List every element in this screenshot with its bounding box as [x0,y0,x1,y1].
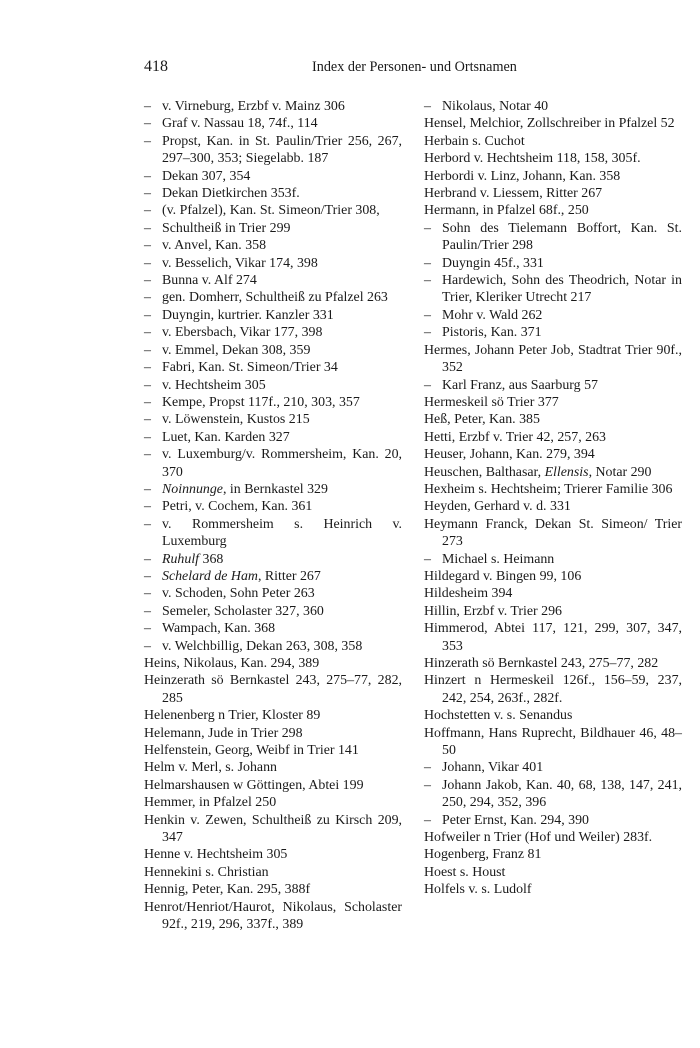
index-subentry [144,185,402,202]
index-subentry [144,377,402,394]
index-entry [424,115,682,132]
index-entry [424,446,682,463]
subentry-dash: – [144,342,151,358]
index-entry [424,133,682,150]
index-subentry [144,585,402,602]
entry-text: Hexheim s. Hechtsheim; Trierer Familie 306 [424,481,673,497]
entry-text: Henkin v. Zewen, Schultheiß zu Kirsch 209, 347 [144,812,402,846]
entry-text: Helemann, Jude in Trier 298 [144,725,303,741]
index-entry [424,568,682,585]
subentry-dash: – [424,551,431,567]
index-subentry [424,324,682,341]
entry-text: v. Schoden, Sohn Peter 263 [162,586,315,602]
page-number: 418 [144,58,168,75]
subentry-dash: – [144,203,151,219]
entry-text: Himmerod, Abtei 117, 121, 299, 307, 347, 353 [424,621,682,654]
index-subentry [144,394,402,411]
entry-text: Petri, v. Cochem, Kan. 361 [162,499,313,515]
subentry-dash: – [144,238,151,254]
entry-italic-term: Schelard de Ham [162,568,258,584]
index-subentry [144,115,402,132]
entry-text: Helenenberg n Trier, Kloster 89 [144,708,321,724]
entry-text: , Notar 290 [588,464,652,480]
entry-text: v. Rommersheim s. Heinrich v. Luxemburg [162,516,402,550]
index-subentry [144,255,402,272]
entry-text: Duyngin 45f., 331 [442,255,544,271]
index-subentry [144,168,402,185]
index-entry [424,829,682,846]
entry-text: Hardewich, Sohn des Theodrich, Notar in Trier, Kleriker Utrecht 217 [442,273,682,306]
entry-italic-term: Ellensis [544,464,589,480]
subentry-dash: – [144,551,151,567]
entry-text: Heuser, Johann, Kan. 279, 394 [424,447,595,463]
subentry-dash: – [144,412,151,428]
index-subentry [144,551,402,568]
index-entry [424,150,682,167]
entry-text: Nikolaus, Notar 40 [442,99,549,114]
index-entry [424,464,682,481]
index-entry [144,846,402,863]
index-entry [424,481,682,498]
entry-text: v. Welchbillig, Dekan 263, 308, 358 [162,638,363,654]
entry-text: Schultheiß in Trier 299 [162,220,291,236]
index-subentry [144,133,402,168]
entry-text: Hermann, in Pfalzel 68f., 250 [424,203,589,219]
index-subentry [144,411,402,428]
entry-text: , in Bernkastel 329 [222,481,328,497]
subentry-dash: – [144,499,151,515]
entry-text: v. Hechtsheim 305 [162,377,266,393]
index-subentry [144,446,402,481]
entry-text: Hermes, Johann Peter Job, Stadtrat Trier 90f., 352 [424,342,682,376]
entry-text: Heinzerath sö Bernkastel 243, 275–77, 282, 285 [144,673,402,706]
index-subentry [144,429,402,446]
index-subentry [144,498,402,515]
subentry-dash: – [144,99,151,114]
index-entry [424,585,682,602]
entry-text: Luet, Kan. Karden 327 [162,429,290,445]
entry-text: Hinzert n Hermeskeil 126f., 156–59, 237, 242, 254, 263f., 282f. [424,673,682,706]
entry-text: Hildesheim 394 [424,586,513,602]
index-subentry [424,777,682,812]
index-subentry [144,481,402,498]
entry-text: Helfenstein, Georg, Weibf in Trier 141 [144,743,359,759]
entry-text: Heymann Franck, Dekan St. Simeon/ Trier 273 [424,516,682,550]
index-entry [144,899,402,934]
index-subentry [144,638,402,655]
index-entry [424,846,682,863]
entry-text: Helmarshausen w Göttingen, Abtei 199 [144,777,364,793]
entry-text: v. Löwenstein, Kustos 215 [162,412,310,428]
entry-text: Hochstetten v. s. Senandus [424,708,573,724]
entry-text: Hemmer, in Pfalzel 250 [144,795,277,811]
subentry-dash: – [144,586,151,602]
entry-text: Pistoris, Kan. 371 [442,325,542,341]
index-entry [424,881,682,898]
index-subentry [144,307,402,324]
subentry-dash: – [144,290,151,306]
subentry-dash: – [144,377,151,393]
entry-text: 368 [199,551,224,567]
entry-text: Hogenberg, Franz 81 [424,847,542,863]
index-entry [144,707,402,724]
entry-text: gen. Domherr, Schultheiß zu Pfalzel 263 [162,290,388,306]
subentry-dash: – [424,255,431,271]
entry-text: v. Anvel, Kan. 358 [162,238,267,254]
subentry-dash: – [144,360,151,376]
index-subentry [144,603,402,620]
index-entry [144,725,402,742]
subentry-dash: – [144,603,151,619]
index-entry [424,620,682,655]
subentry-dash: – [424,99,431,114]
entry-text: v. Luxemburg/v. Rommersheim, Kan. 20, 370 [162,447,402,480]
index-entry [144,864,402,881]
entry-text: Sohn des Tielemann Boffort, Kan. St. Paulin/Trier 298 [442,220,682,254]
index-entry [424,498,682,515]
entry-text: , Ritter 267 [257,568,321,584]
entry-text: Heuschen, Balthasar, [424,464,545,480]
index-entry [424,202,682,219]
subentry-dash: – [424,777,431,793]
subentry-dash: – [144,638,151,654]
subentry-dash: – [424,760,431,776]
subentry-dash: – [144,621,151,637]
subentry-dash: – [144,516,151,532]
subentry-dash: – [424,377,431,393]
entry-text: Fabri, Kan. St. Simeon/Trier 34 [162,360,338,376]
index-subentry [424,272,682,307]
index-subentry [144,220,402,237]
entry-text: v. Ebersbach, Vikar 177, 398 [162,325,323,341]
entry-text: Helm v. Merl, s. Johann [144,760,277,776]
index-entry [144,881,402,898]
entry-text: Johann, Vikar 401 [442,760,544,776]
subentry-dash: – [424,812,431,828]
index-subentry [424,307,682,324]
entry-text: Dekan Dietkirchen 353f. [162,186,300,202]
page-header [144,58,682,80]
subentry-dash: – [144,168,151,184]
subentry-dash: – [144,481,151,497]
index-subentry [144,202,402,219]
index-entry [144,655,402,672]
index-entry [424,603,682,620]
entry-text: Karl Franz, aus Saarburg 57 [442,377,598,393]
entry-text: Johann Jakob, Kan. 40, 68, 138, 147, 241, 250, 294, 352, 396 [442,777,682,811]
index-subentry [144,237,402,254]
entry-text: Peter Ernst, Kan. 294, 390 [442,812,589,828]
index-subentry [144,272,402,289]
index-entry [424,429,682,446]
entry-text: Herbordi v. Linz, Johann, Kan. 358 [424,168,621,184]
entry-text: v. Virneburg, Erzbf v. Mainz 306 [162,99,345,114]
subentry-dash: – [144,116,151,132]
entry-text: Herbrand v. Liessem, Ritter 267 [424,186,603,202]
entry-text: Hoffmann, Hans Ruprecht, Bildhauer 46, 48–50 [424,725,682,759]
entry-italic-term: Noinnunge [162,481,223,497]
entry-text: Hofweiler n Trier (Hof und Weiler) 283f. [424,830,653,846]
subentry-dash: – [424,220,431,236]
entry-text: v. Besselich, Vikar 174, 398 [162,255,318,271]
index-subentry [144,324,402,341]
index-subentry [144,620,402,637]
running-title: Index der Personen- und Ortsnamen [312,59,517,75]
index-subentry [424,98,682,115]
index-subentry [424,220,682,255]
index-subentry [144,568,402,585]
subentry-dash: – [144,325,151,341]
entry-text: Wampach, Kan. 368 [162,621,276,637]
entry-text: Hildegard v. Bingen 99, 106 [424,568,582,584]
entry-text: (v. Pfalzel), Kan. St. Simeon/Trier 308, [162,203,380,219]
index-subentry [144,516,402,551]
subentry-dash: – [424,273,431,289]
entry-text: Heins, Nikolaus, Kan. 294, 389 [144,656,320,671]
entry-text: Heyden, Gerhard v. d. 331 [424,499,571,515]
entry-text: Hetti, Erzbf v. Trier 42, 257, 263 [424,429,606,445]
index-entry [424,864,682,881]
subentry-dash: – [144,255,151,271]
entry-text: Herbain s. Cuchot [424,133,525,149]
index-entry [424,411,682,428]
index-subentry [424,551,682,568]
entry-text: Mohr v. Wald 262 [442,307,543,323]
index-subentry [144,359,402,376]
index-entry [424,516,682,551]
entry-text: Holfels v. s. Ludolf [424,882,532,898]
index-subentry [424,255,682,272]
index-entry [424,672,682,707]
entry-text: Heß, Peter, Kan. 385 [424,412,540,428]
entry-text: Henrot/Henriot/Haurot, Nikolaus, Scholaster 92f., 219, 296, 337f., 389 [144,899,402,933]
entry-text: Hensel, Melchior, Zollschreiber in Pfalzel 52 [424,116,675,132]
index-subentry [144,289,402,306]
index-entry [424,168,682,185]
subentry-dash: – [144,394,151,410]
index-column-left [144,98,402,934]
index-entry [144,742,402,759]
subentry-dash: – [424,325,431,341]
index-subentry [424,812,682,829]
subentry-dash: – [144,273,151,289]
entry-text: Herbord v. Hechtsheim 118, 158, 305f. [424,151,641,167]
entry-text: Henne v. Hechtsheim 305 [144,847,288,863]
index-entry [144,777,402,794]
subentry-dash: – [144,568,151,584]
entry-text: Hinzerath sö Bernkastel 243, 275–77, 282 [424,656,659,671]
index-subentry [144,342,402,359]
index-subentry [144,98,402,115]
index-entry [424,725,682,760]
entry-text: Hennig, Peter, Kan. 295, 388f [144,882,311,898]
entry-text: Hoest s. Houst [424,864,506,880]
subentry-dash: – [144,186,151,202]
index-subentry [424,377,682,394]
index-column-right [424,98,682,899]
index-entry [144,794,402,811]
entry-text: Michael s. Heimann [442,551,555,567]
entry-text: Propst, Kan. in St. Paulin/Trier 256, 267, 297–300, 353; Siegelabb. 187 [162,133,402,167]
subentry-dash: – [144,429,151,445]
subentry-dash: – [144,133,151,149]
entry-text: Duyngin, kurtrier. Kanzler 331 [162,307,334,323]
entry-text: v. Emmel, Dekan 308, 359 [162,342,311,358]
entry-text: Graf v. Nassau 18, 74f., 114 [162,116,318,132]
index-entry [144,672,402,707]
entry-text: Hermeskeil sö Trier 377 [424,394,559,410]
entry-text: Hennekini s. Christian [144,864,269,880]
entry-text: Bunna v. Alf 274 [162,273,257,289]
entry-italic-term: Ruhulf [162,551,200,567]
subentry-dash: – [144,447,151,463]
index-entry [144,812,402,847]
index-entry [144,759,402,776]
entry-text: Dekan 307, 354 [162,168,251,184]
index-entry [424,394,682,411]
entry-text: Semeler, Scholaster 327, 360 [162,603,324,619]
index-subentry [424,759,682,776]
subentry-dash: – [424,307,431,323]
index-entry [424,185,682,202]
subentry-dash: – [144,220,151,236]
entry-text: Hillin, Erzbf v. Trier 296 [424,603,562,619]
index-entry [424,655,682,672]
index-entry [424,707,682,724]
subentry-dash: – [144,307,151,323]
index-entry [424,342,682,377]
entry-text: Kempe, Propst 117f., 210, 303, 357 [162,394,360,410]
